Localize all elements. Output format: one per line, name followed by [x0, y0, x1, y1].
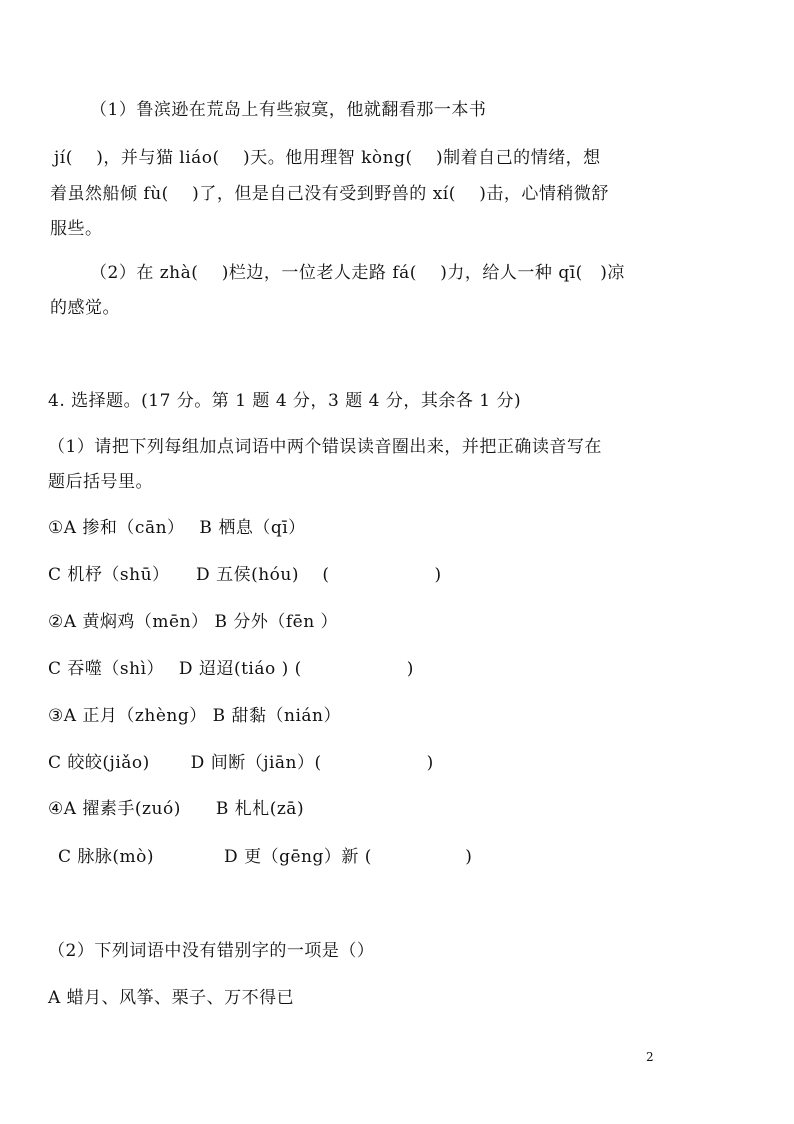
page-number: 2	[646, 1050, 654, 1064]
group-3-options-cd: C 皎皎(jiǎo) D 间断（jiān）( )	[48, 753, 434, 773]
question-4-sub2-option-a: A 蜡月、风筝、栗子、万不得已	[48, 988, 295, 1008]
question-4-intro-line1: （1）请把下列每组加点词语中两个错误读音圈出来，并把正确读音写在	[48, 437, 602, 457]
question-4-intro-line2: 题后括号里。	[48, 472, 153, 492]
passage-p1-line2: jí( )，并与猫 liáo( )天。他用理智 kòng( )制着自己的情绪，想	[54, 148, 601, 168]
group-3-options-ab: ③A 正月（zhèng） B 甜黏（nián）	[48, 706, 341, 726]
passage-p2-line2: 的感觉。	[50, 298, 120, 318]
passage-p1-line1: （1）鲁滨逊在荒岛上有些寂寞，他就翻看那一本书	[90, 100, 487, 120]
group-2-options-ab: ②A 黄焖鸡（mēn） B 分外（fēn ）	[48, 612, 339, 632]
group-4-options-cd: C 脉脉(mò) D 更（gēng）新 ( )	[58, 847, 473, 867]
passage-p2-line1: （2）在 zhà( )栏边，一位老人走路 fá( )力，给人一种 qī( )凉	[90, 263, 625, 283]
passage-p1-line4: 服些。	[50, 219, 103, 239]
group-4-options-ab: ④A 擢素手(zuó) B 札札(zā)	[48, 799, 305, 819]
group-2-options-cd: C 吞噬（shì） D 迢迢(tiáo ) ( )	[48, 659, 414, 679]
group-1-options-ab: ①A 掺和（cān） B 栖息（qī）	[48, 518, 306, 538]
passage-p1-line3: 着虽然船倾 fù( )了，但是自己没有受到野兽的 xí( )击，心情稍微舒	[50, 184, 609, 204]
group-1-options-cd: C 机杼（shū） D 五侯(hóu) ( )	[48, 565, 442, 585]
question-4-heading: 4. 选择题。(17 分。第 1 题 4 分，3 题 4 分，其余各 1 分)	[48, 391, 522, 411]
question-4-sub2: （2）下列词语中没有错别字的一项是（）	[48, 941, 375, 961]
